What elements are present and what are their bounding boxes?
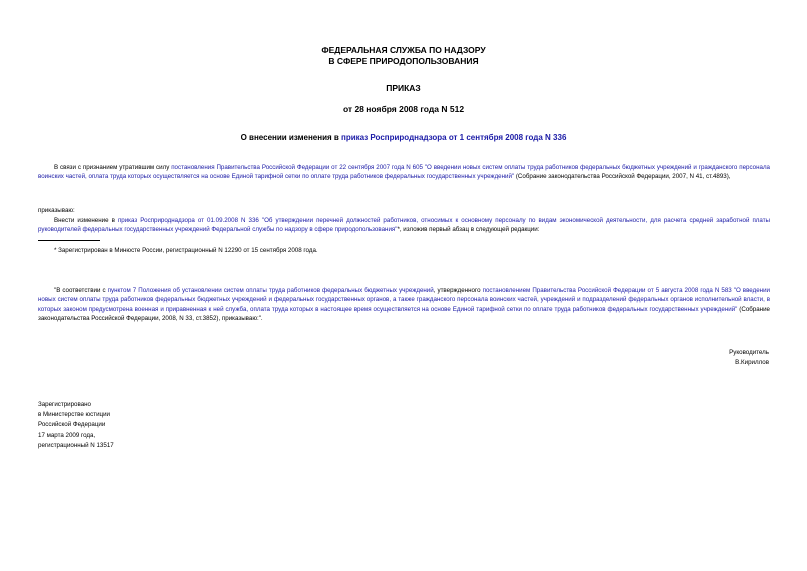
document-subject	[0, 133, 807, 144]
paragraph-amendment	[38, 216, 770, 235]
amendment-prefix: Внести изменение в	[54, 217, 118, 224]
organization-line-2: В СФЕРЕ ПРИРОДОПОЛЬЗОВАНИЯ	[328, 55, 479, 66]
preamble-suffix: (Собрание законодательства Российской Федерации, 2007, N 41, ст.4893),	[514, 173, 731, 181]
signatory-title: Руководитель	[729, 349, 769, 356]
registration-line-2: в Министерстве юстиции	[38, 411, 111, 419]
paragraph-preamble	[38, 163, 770, 182]
amendment-suffix: *, изложив первый абзац в следующей редакции:	[397, 226, 540, 234]
registration-line-1: Зарегистрировано	[38, 401, 91, 408]
preamble-prefix: В связи с признанием утратившим силу	[54, 164, 172, 171]
government-decree-link[interactable]: постановлением Правительства Российской Федерации от 5 августа 2008 года N 583 "О введении новых систем оплаты труда работников федеральных бюджетных учреждений и федеральных государственных органов, а также гражданского персонала воинских частей, учреждений и подразделений федеральных органов исполнительной власти, в которых законом предусмотрена военная и приравненная к ней служба, оплата труда которых в настоящее время осуществляется на основе Единой тарифной сетки по оплате труда работников федеральных государственных учреждений"	[38, 287, 770, 313]
organization-line-1: ФЕДЕРАЛЬНАЯ СЛУЖБА ПО НАДЗОРУ	[321, 45, 486, 55]
footnote-divider	[38, 240, 100, 241]
new-wording-mid: , утвержденного	[433, 287, 483, 294]
document-date-number: от 28 ноября 2008 года N 512	[342, 104, 465, 114]
footnote: * Зарегистрирован в Минюсте России, регистрационный N 12290 от 15 сентября 2008 года.	[54, 247, 318, 254]
signatory-name: В.Кириллов	[735, 359, 769, 366]
paragraph-order-word: приказываю:	[38, 207, 75, 214]
signature-block	[729, 348, 769, 368]
new-wording-prefix: "В соответствии с	[54, 287, 108, 294]
preamble-decree-link[interactable]: постановления Правительства Российской Федерации от 22 сентября 2007 года N 605 "О введении новых систем оплаты труда работников федеральных бюджетных учреждений и гражданского персонала воинских частей, оплата труда которых осуществляется на основе Единой тарифной сетки по оплате труда работников федеральных государственных учреждений"	[38, 164, 770, 181]
new-wording-suffix: (Собрание законодательства Российской Федерации, 2008, N 33, ст.3852), приказываю:".	[38, 305, 770, 323]
regulation-point-link[interactable]: пунктом 7 Положения об установлении систем оплаты труда работников федеральных бюджетных учреждений	[107, 287, 434, 294]
registration-line-3: Российской Федерации	[38, 421, 106, 429]
amendment-order-link[interactable]: приказ Росприроднадзора от 01.09.2008 N 336 "Об утверждении перечней должностей работников, относимых к основному персоналу по видам экономической деятельности, для расчета средней заработной платы руководителей федеральных государственных учреждений Федеральной службы по надзору в сфере природопользования"	[38, 217, 770, 234]
subject-link[interactable]: приказ Росприроднадзора от 1 сентября 2008 года N 336	[341, 133, 567, 142]
subject-prefix: О внесении изменения в	[240, 133, 342, 142]
registration-block	[38, 400, 114, 451]
registration-line-4: 17 марта 2009 года,	[38, 431, 96, 439]
document-type: ПРИКАЗ	[386, 83, 421, 93]
organization-name	[0, 45, 807, 66]
paragraph-new-wording	[38, 286, 770, 324]
registration-line-5: регистрационный N 13517	[38, 441, 114, 449]
